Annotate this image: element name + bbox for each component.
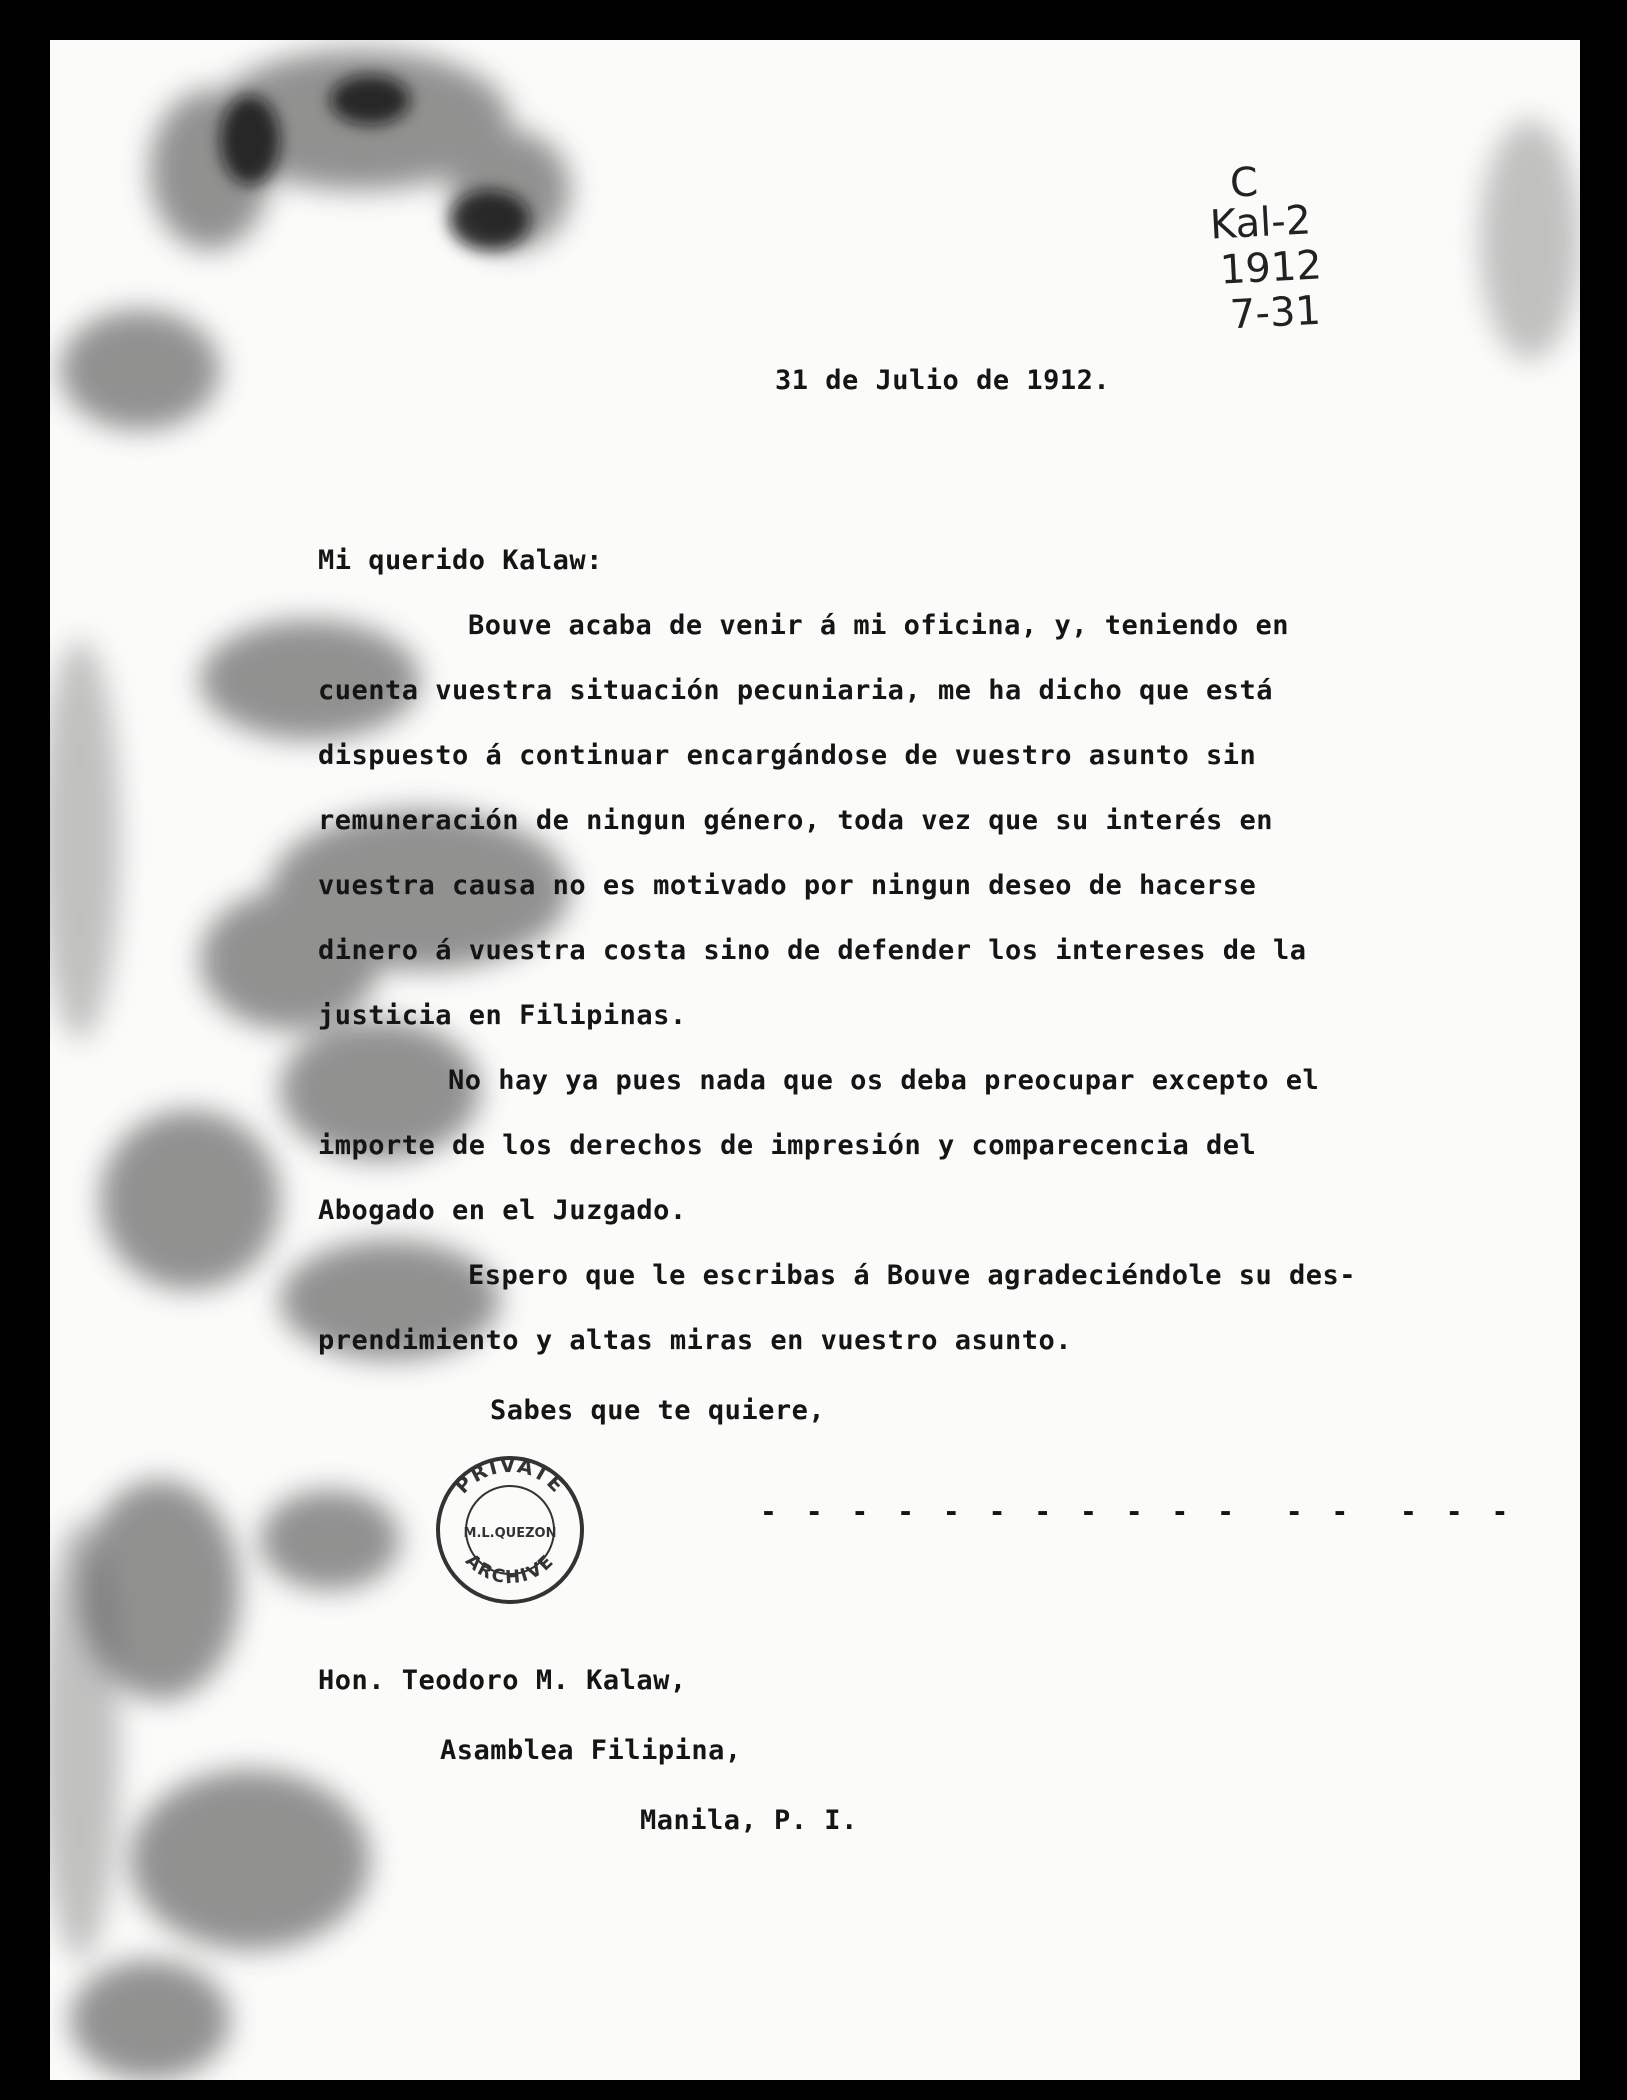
body-line: remuneración de ningun género, toda vez que su interés en [318,805,1274,836]
ink-stains [50,40,1580,2080]
body-line: justicia en Filipinas. [318,1000,687,1031]
body-line: dinero á vuestra costa sino de defender los intereses de la [318,935,1307,966]
body-line: Bouve acaba de venir á mi oficina, y, teniendo en [468,610,1290,641]
stamp-top-text: PRIVATE [449,1452,571,1499]
body-line: prendimiento y altas miras en vuestro asunto. [318,1325,1072,1356]
body-line: importe de los derechos de impresión y comparecencia del [318,1130,1257,1161]
address-name: Hon. Teodoro M. Kalaw, [318,1665,687,1696]
body-line: No hay ya pues nada que os deba preocupar excepto el [448,1065,1320,1096]
stamp-center-text: M.L.QUEZON [463,1526,557,1541]
stamp-bottom-text: ARCHIVE [461,1550,559,1589]
body-line: Abogado en el Juzgado. [318,1195,687,1226]
salutation: Mi querido Kalaw: [318,545,603,576]
address-org: Asamblea Filipina, [440,1735,742,1766]
closing: Sabes que te quiere, [490,1395,826,1426]
letter-page [50,40,1580,2080]
archive-stamp [430,1450,590,1610]
address-city: Manila, P. I. [640,1805,858,1836]
archive-note-line-2: Kal-2 [1208,197,1313,249]
body-line: vuestra causa no es motivado por ningun deseo de hacerse [318,870,1257,901]
archive-note-line-1: C [1228,159,1260,207]
signature-line: - - - - - - - - - - - - - - - - [760,1495,1515,1528]
svg-text:PRIVATE [450,1453,570,1498]
svg-text:ARCHIVE [461,1550,559,1588]
body-line: dispuesto á continuar encargándose de vuestro asunto sin [318,740,1257,771]
letter-date: 31 de Julio de 1912. [775,365,1111,396]
body-line: cuenta vuestra situación pecuniaria, me ha dicho que está [318,675,1274,706]
archive-note-line-4: 7-31 [1228,287,1322,339]
archive-note-line-3: 1912 [1218,242,1323,294]
body-line: Espero que le escribas á Bouve agradeciéndole su des- [468,1260,1357,1291]
